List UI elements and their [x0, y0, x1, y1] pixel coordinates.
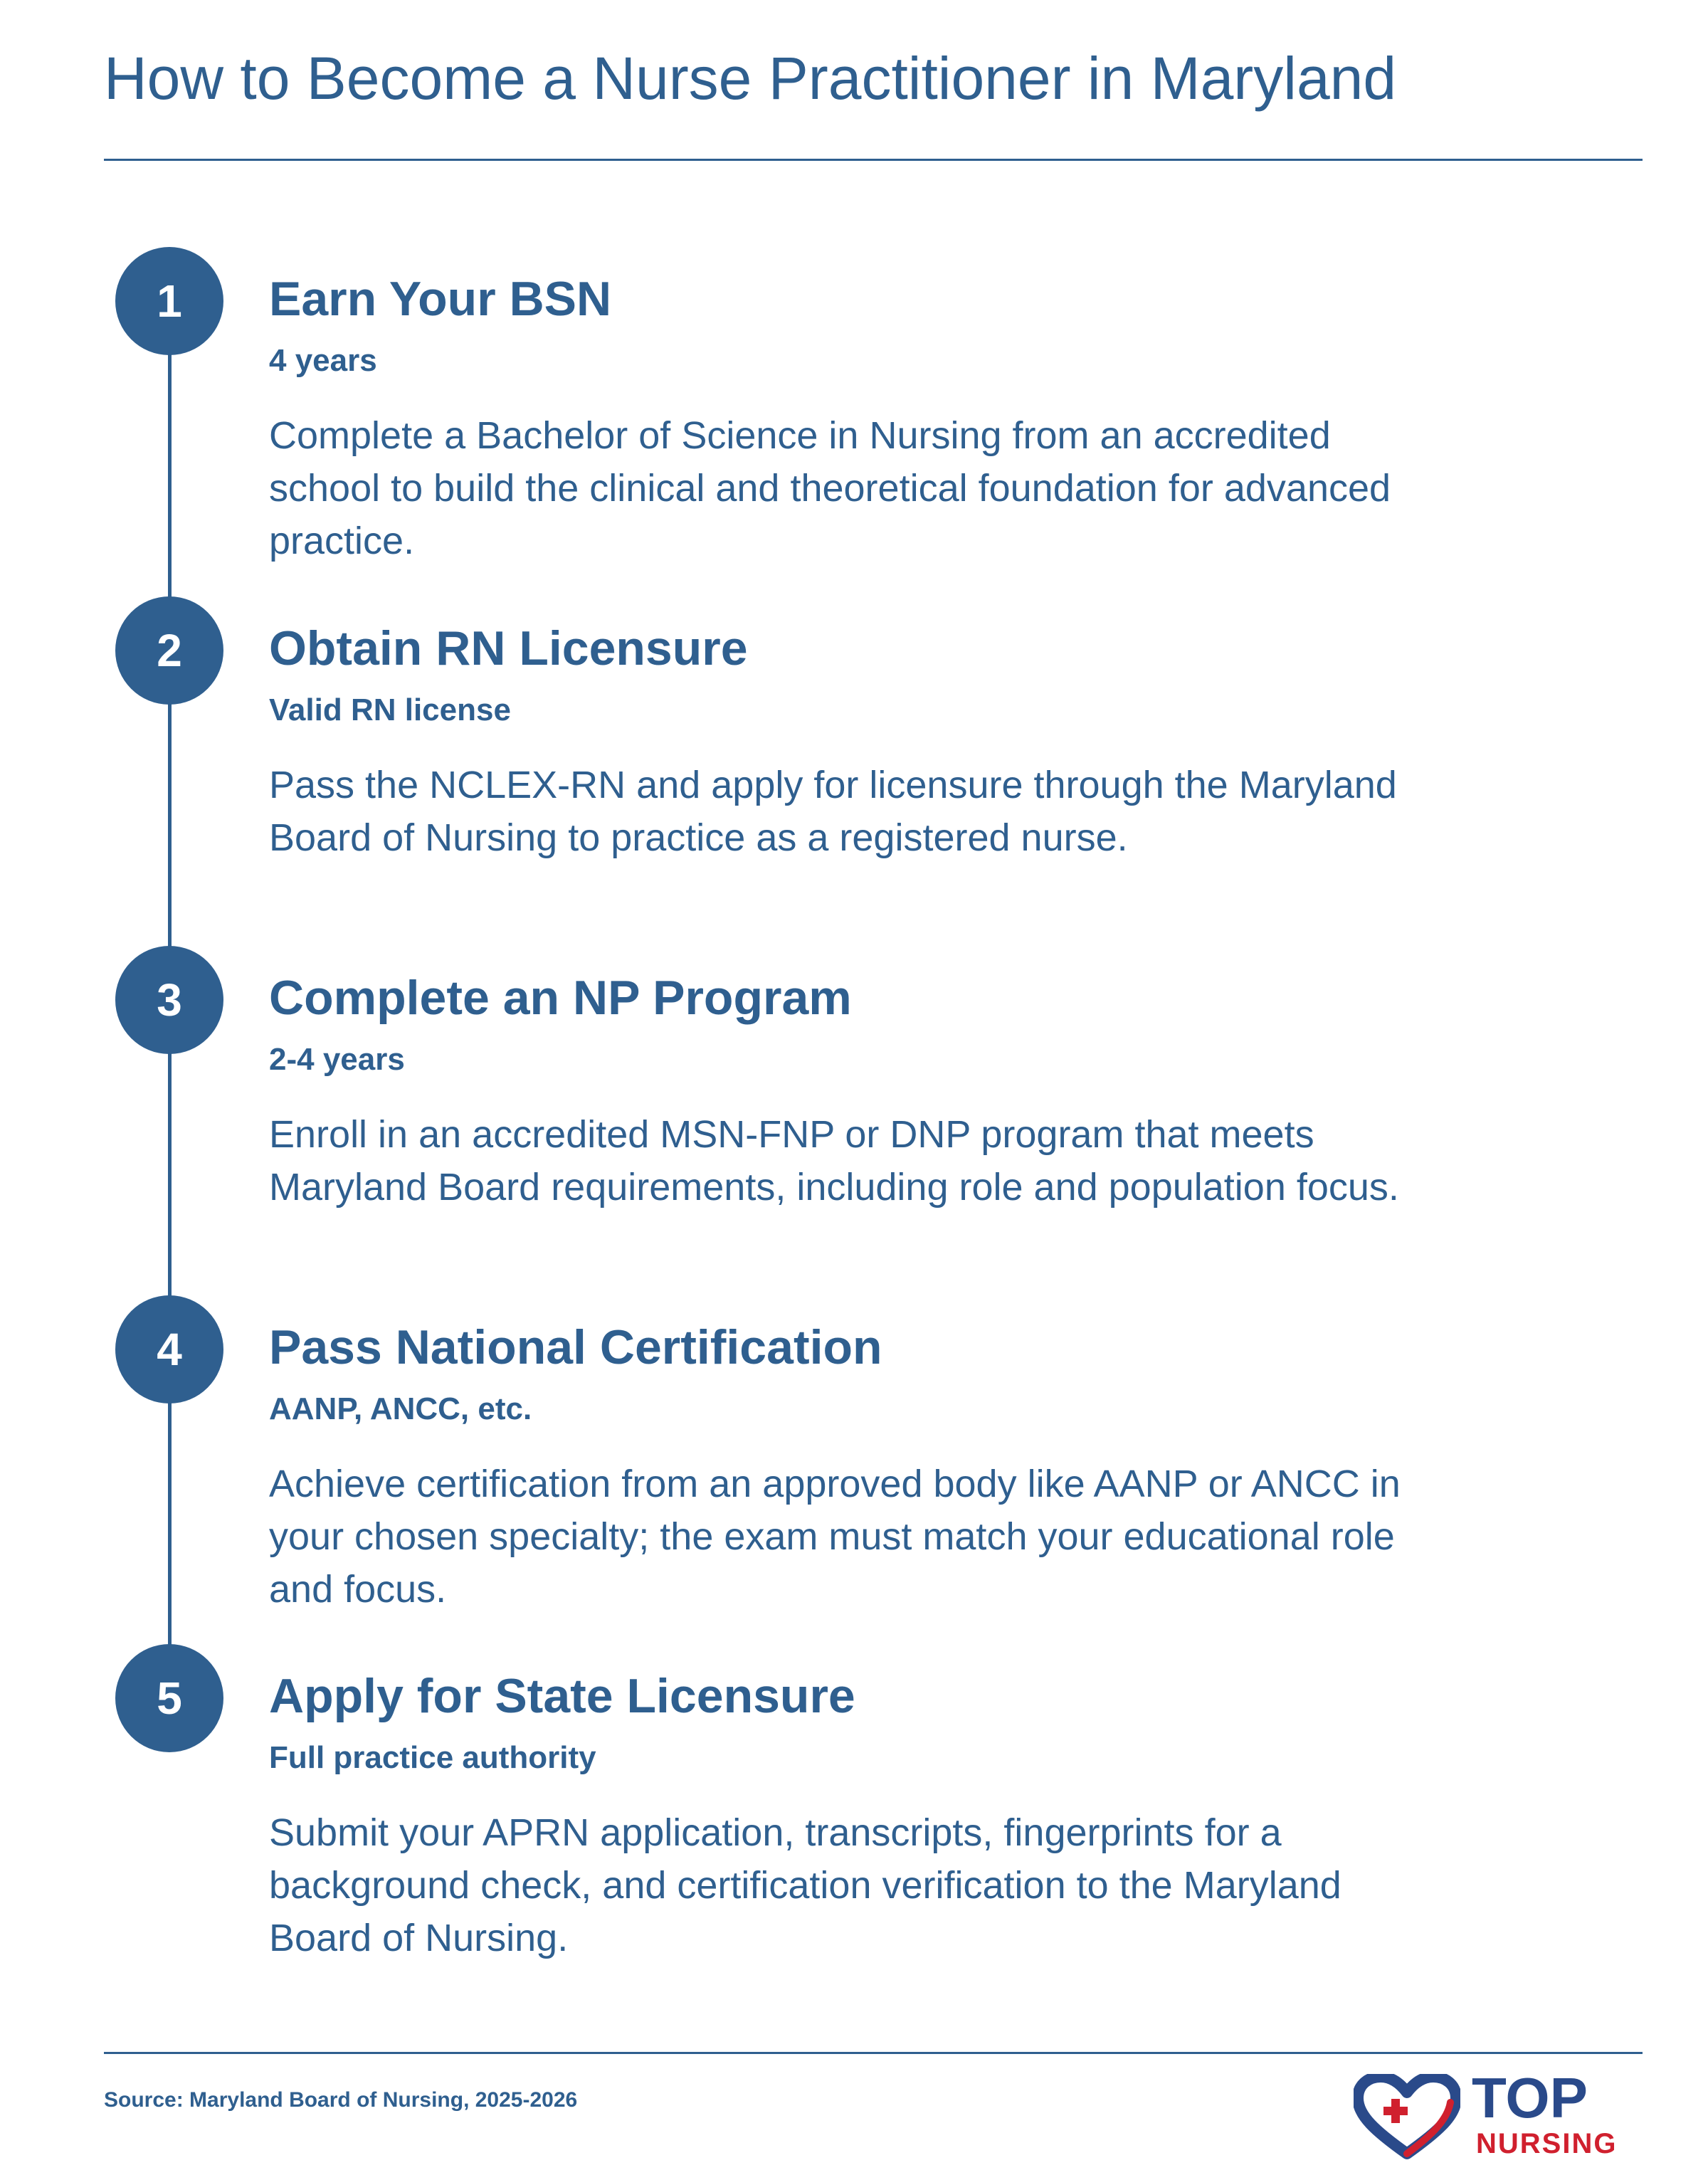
step-2 [0, 596, 1708, 945]
step-title: Obtain RN Licensure [269, 621, 748, 675]
step-number-badge: 3 [115, 946, 223, 1054]
step-3 [0, 946, 1708, 1295]
step-number-badge: 5 [115, 1644, 223, 1752]
heart-cross-icon [1354, 2074, 1460, 2159]
brand-logo [1354, 2066, 1652, 2162]
step-title: Complete an NP Program [269, 971, 852, 1025]
step-4 [0, 1295, 1708, 1644]
header-divider [104, 159, 1643, 161]
step-title: Earn Your BSN [269, 272, 612, 326]
step-number-badge: 2 [115, 596, 223, 705]
footer-divider [104, 2052, 1643, 2054]
step-duration: AANP, ANCC, etc. [269, 1391, 532, 1426]
page-title: How to Become a Nurse Practitioner in Maryland [104, 45, 1397, 112]
step-title: Apply for State Licensure [269, 1669, 855, 1723]
step-description: Submit your APRN application, transcripts, fingerprints for a background check, and certification verification to the Maryland Board of Nursing. [269, 1811, 1341, 1959]
step-title: Pass National Certification [269, 1320, 882, 1374]
step-description: Enroll in an accredited MSN-FNP or DNP program that meets Maryland Board requirements, including role and population focus. [269, 1113, 1399, 1209]
step-number-badge: 1 [115, 247, 223, 355]
source-citation: Source: Maryland Board of Nursing, 2025-2026 [104, 2088, 578, 2112]
step-5 [0, 1644, 1708, 1993]
step-description: Pass the NCLEX-RN and apply for licensure through the Maryland Board of Nursing to practice as a registered nurse. [269, 764, 1397, 859]
brand-name-nursing: NURSING [1476, 2128, 1618, 2159]
step-1 [0, 247, 1708, 596]
step-number-badge: 4 [115, 1295, 223, 1404]
brand-name-top: TOP [1472, 2066, 1588, 2129]
step-duration: 4 years [269, 343, 377, 378]
step-duration: Full practice authority [269, 1740, 596, 1775]
step-description: Complete a Bachelor of Science in Nursing from an accredited school to build the clinical and theoretical foundation for advanced practice. [269, 414, 1391, 562]
step-description: Achieve certification from an approved body like AANP or ANCC in your chosen specialty; the exam must match your educational role and focus. [269, 1463, 1401, 1611]
step-duration: 2-4 years [269, 1042, 405, 1077]
step-duration: Valid RN license [269, 693, 511, 727]
